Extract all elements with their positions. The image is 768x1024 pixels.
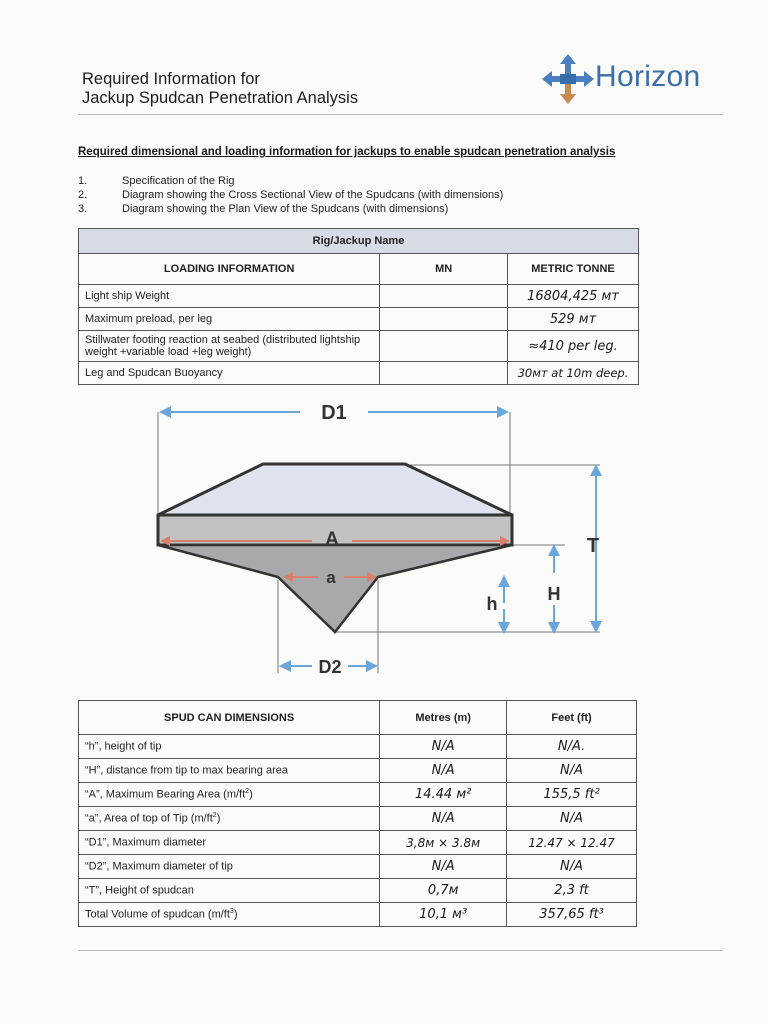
a-tip-label: a bbox=[326, 568, 336, 587]
column-header: MN bbox=[380, 254, 508, 285]
row-label: “a”, Area of top of Tip $(m/ft^2)$ bbox=[79, 807, 380, 831]
d1-label: D1 bbox=[321, 402, 347, 424]
list-item bbox=[78, 188, 503, 202]
table-row bbox=[79, 331, 639, 362]
a-max-label: A bbox=[325, 529, 339, 550]
tonne-value: 30мт at 10m deep. bbox=[508, 362, 639, 385]
metres-value: N/A bbox=[380, 735, 507, 759]
title-line-1: Required Information for bbox=[82, 70, 260, 88]
document-title bbox=[82, 70, 358, 108]
row-label: “H”, distance from tip to max bearing area bbox=[79, 759, 380, 783]
column-header: SPUD CAN DIMENSIONS bbox=[79, 701, 380, 735]
metres-value: 14.44 м² bbox=[380, 783, 507, 807]
section-heading: Required dimensional and loading information for jackups to enable spudcan penetration analysis bbox=[78, 146, 616, 158]
table-row bbox=[79, 831, 637, 855]
row-label: “h”, height of tip bbox=[79, 735, 380, 759]
feet-value: N/A bbox=[507, 855, 637, 879]
table-row bbox=[79, 362, 639, 385]
metres-value: N/A bbox=[380, 759, 507, 783]
feet-value: 2,3 ft bbox=[507, 879, 637, 903]
feet-value: 357,65 ft³ bbox=[507, 903, 637, 927]
column-header: METRIC TONNE bbox=[508, 254, 639, 285]
horizon-arrows-icon bbox=[540, 52, 596, 106]
list-item bbox=[78, 174, 503, 188]
t-label: T bbox=[586, 535, 600, 557]
row-label: “D1”, Maximum diameter bbox=[79, 831, 380, 855]
mn-value bbox=[380, 362, 508, 385]
requirements-list bbox=[78, 174, 503, 216]
row-label: “A”, Maximum Bearing Area $(m/ft^2)$ bbox=[79, 783, 380, 807]
tonne-value: ≈410 per leg. bbox=[508, 331, 639, 362]
header-divider bbox=[78, 114, 723, 115]
mn-value bbox=[380, 331, 508, 362]
title-line-2: Jackup Spudcan Penetration Analysis bbox=[82, 89, 359, 107]
spudcan-top-cone bbox=[158, 464, 512, 515]
row-label: “D2”, Maximum diameter of tip bbox=[79, 855, 380, 879]
list-text: Diagram showing the Plan View of the Spudcans (with dimensions) bbox=[122, 203, 449, 215]
column-header: LOADING INFORMATION bbox=[79, 254, 380, 285]
list-item bbox=[78, 202, 503, 216]
table-row bbox=[79, 229, 639, 254]
rig-name-header: Rig/Jackup Name bbox=[79, 229, 639, 254]
list-number: 3. bbox=[78, 203, 88, 215]
feet-value: 155,5 ft² bbox=[507, 783, 637, 807]
metres-value: N/A bbox=[380, 807, 507, 831]
list-text: Diagram showing the Cross Sectional View of the Spudcans (with dimensions) bbox=[122, 189, 504, 201]
table-row bbox=[79, 855, 637, 879]
d2-label: D2 bbox=[318, 657, 342, 677]
metres-value: 0,7м bbox=[380, 879, 507, 903]
table-row bbox=[79, 735, 637, 759]
tonne-value: 16804,425 мт bbox=[508, 285, 639, 308]
feet-value: N/A. bbox=[507, 735, 637, 759]
table-row bbox=[79, 783, 637, 807]
column-header: Metres (m) bbox=[380, 701, 507, 735]
logo-text: Horizon bbox=[595, 60, 701, 93]
row-label: Maximum preload, per leg bbox=[79, 308, 380, 331]
footer-divider bbox=[78, 950, 723, 951]
mn-value bbox=[380, 285, 508, 308]
row-label: Total Volume of spudcan $(m/ft^3)$ bbox=[79, 903, 380, 927]
spudcan-tip bbox=[158, 545, 512, 632]
list-number: 1. bbox=[78, 175, 88, 187]
loading-info-table bbox=[78, 228, 639, 385]
spudcan-diagram bbox=[0, 395, 768, 685]
metres-value: 10,1 м³ bbox=[380, 903, 507, 927]
h-tip-label: h bbox=[486, 594, 498, 614]
table-header-row bbox=[79, 254, 639, 285]
h-max-label: H bbox=[547, 584, 561, 604]
table-row bbox=[79, 759, 637, 783]
column-header: Feet (ft) bbox=[507, 701, 637, 735]
table-row bbox=[79, 807, 637, 831]
table-header-row bbox=[79, 701, 637, 735]
row-label: Stillwater footing reaction at seabed (distributed lightship weight +variable load +leg weight) bbox=[79, 331, 380, 362]
horizon-logo bbox=[540, 52, 720, 106]
table-row bbox=[79, 308, 639, 331]
table-row bbox=[79, 285, 639, 308]
spudcan-dimensions-table bbox=[78, 700, 637, 927]
row-label: “T”, Height of spudcan bbox=[79, 879, 380, 903]
feet-value: N/A bbox=[507, 807, 637, 831]
tonne-value: 529 мт bbox=[508, 308, 639, 331]
feet-value: 12.47 × 12.47 bbox=[507, 831, 637, 855]
table-row bbox=[79, 879, 637, 903]
table-row bbox=[79, 903, 637, 927]
mn-value bbox=[380, 308, 508, 331]
list-text: Specification of the Rig bbox=[122, 175, 235, 187]
row-label: Light ship Weight bbox=[79, 285, 380, 308]
row-label: Leg and Spudcan Buoyancy bbox=[79, 362, 380, 385]
feet-value: N/A bbox=[507, 759, 637, 783]
list-number: 2. bbox=[78, 189, 88, 201]
metres-value: 3,8м × 3.8м bbox=[380, 831, 507, 855]
metres-value: N/A bbox=[380, 855, 507, 879]
